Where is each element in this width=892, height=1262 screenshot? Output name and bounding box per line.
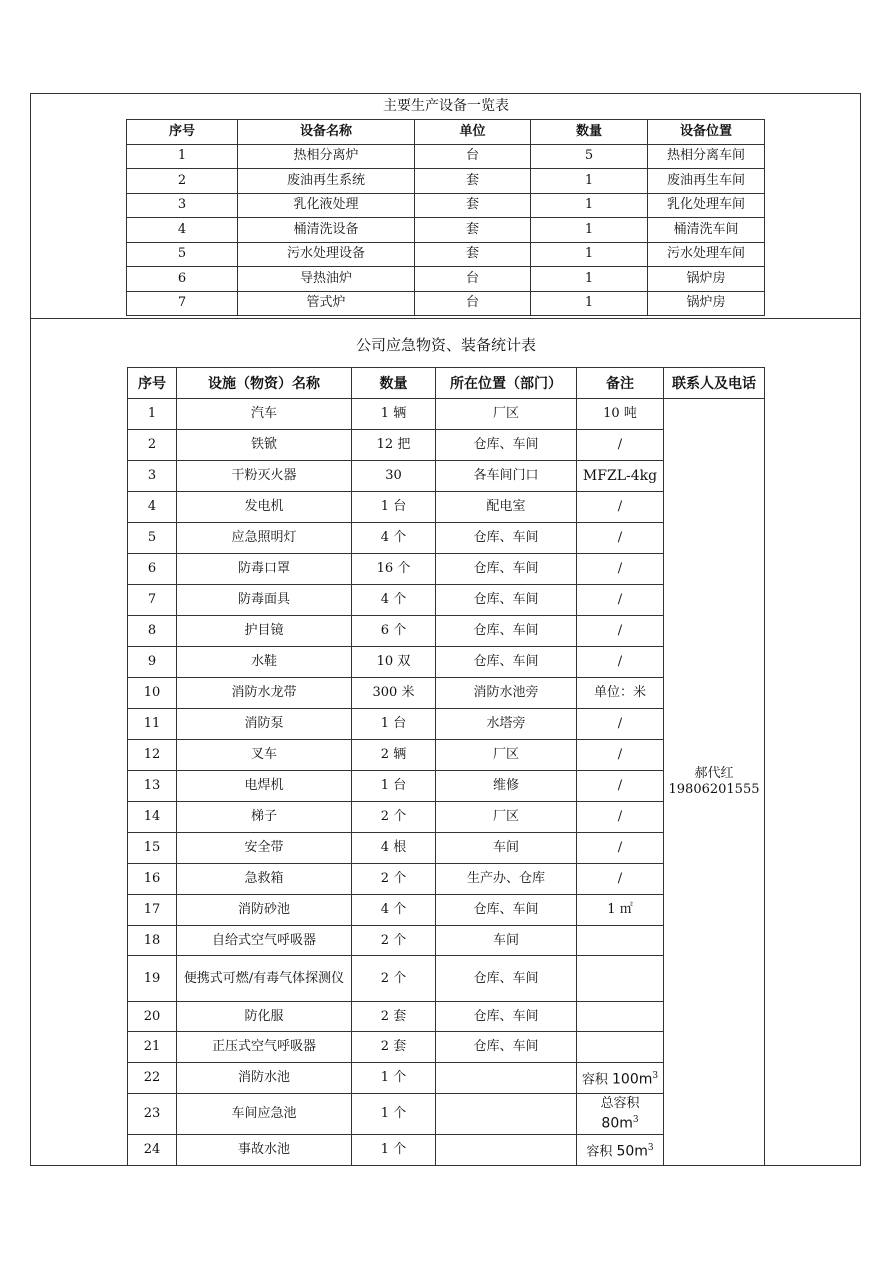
table-cell: 5 (127, 242, 238, 267)
header-cell: 设备名称 (238, 120, 415, 145)
table-cell: 便携式可燃/有毒气体探测仪 (177, 956, 352, 1002)
section-divider (30, 318, 861, 319)
table-cell: 热相分离车间 (648, 144, 765, 169)
table-cell: 12 (128, 740, 177, 771)
table-cell: 2 套 (352, 1032, 436, 1063)
equipment-table-header-row (127, 120, 765, 145)
table-cell: 维修 (436, 771, 577, 802)
table-cell: 事故水池 (177, 1135, 352, 1166)
table-cell: 桶清洗设备 (238, 218, 415, 243)
remark-cell: / (577, 864, 664, 895)
table-cell: 2 个 (352, 864, 436, 895)
table-cell: 乳化液处理 (238, 193, 415, 218)
table-cell: 叉车 (177, 740, 352, 771)
table-cell: 车间 (436, 926, 577, 956)
table-cell: 7 (127, 291, 238, 316)
table-cell: 13 (128, 771, 177, 802)
table-row (127, 144, 765, 169)
remark-prefix: 容积 (586, 1144, 617, 1160)
table-cell: 锅炉房 (648, 291, 765, 316)
table-cell (436, 1094, 577, 1135)
table-cell: 6 个 (352, 616, 436, 647)
header-cell: 备注 (577, 368, 664, 399)
table-cell: 废油再生车间 (648, 169, 765, 194)
table-cell: 水塔旁 (436, 709, 577, 740)
table-cell: 仓库、车间 (436, 956, 577, 1002)
table-cell: 15 (128, 833, 177, 864)
table-cell: 消防水池 (177, 1063, 352, 1094)
table-cell: 4 (127, 218, 238, 243)
table-cell: 10 双 (352, 647, 436, 678)
table-cell: 厂区 (436, 740, 577, 771)
emergency-table-header-row (128, 368, 765, 399)
table-cell: 防化服 (177, 1002, 352, 1032)
table-cell: 7 (128, 585, 177, 616)
table-cell: 4 (128, 492, 177, 523)
remark-value: 50m (616, 1143, 648, 1160)
contact-phone: 19806201555 (668, 782, 760, 797)
table-cell: 14 (128, 802, 177, 833)
table-cell: 1 台 (352, 492, 436, 523)
header-cell: 单位 (415, 120, 531, 145)
emergency-supplies-table (127, 367, 765, 1166)
remark-cell: / (577, 833, 664, 864)
table-cell: 厂区 (436, 399, 577, 430)
remark-cell: / (577, 492, 664, 523)
table-cell: 仓库、车间 (436, 647, 577, 678)
table-cell: 电焊机 (177, 771, 352, 802)
remark-cell: / (577, 554, 664, 585)
table-cell: 2 辆 (352, 740, 436, 771)
table-cell: 仓库、车间 (436, 1032, 577, 1063)
table-cell: 3 (127, 193, 238, 218)
table-cell: 仓库、车间 (436, 895, 577, 926)
remark-exponent: 3 (647, 1142, 654, 1153)
table-cell: 2 套 (352, 1002, 436, 1032)
table-cell: 1 (531, 218, 648, 243)
table-cell: 管式炉 (238, 291, 415, 316)
table-cell: 仓库、车间 (436, 616, 577, 647)
table-cell: 21 (128, 1032, 177, 1063)
table-cell: 1 辆 (352, 399, 436, 430)
table-cell: 18 (128, 926, 177, 956)
remark-line: 总容积 (600, 1095, 640, 1111)
table-cell: 8 (128, 616, 177, 647)
table-cell: 19 (128, 956, 177, 1002)
table-cell: 24 (128, 1135, 177, 1166)
table-cell: 1 (531, 267, 648, 292)
table-cell: 锅炉房 (648, 267, 765, 292)
remark-cell (577, 1032, 664, 1063)
table-cell: 1 (531, 291, 648, 316)
table-cell: 仓库、车间 (436, 523, 577, 554)
table-cell: 防毒面具 (177, 585, 352, 616)
table-cell: 仓库、车间 (436, 585, 577, 616)
table-cell: 污水处理车间 (648, 242, 765, 267)
table-cell: 1 (127, 144, 238, 169)
table-cell: 仓库、车间 (436, 430, 577, 461)
table-cell: 发电机 (177, 492, 352, 523)
table-cell: 正压式空气呼吸器 (177, 1032, 352, 1063)
table-cell: 乳化处理车间 (648, 193, 765, 218)
table-cell: 20 (128, 1002, 177, 1032)
remark-cell (577, 1002, 664, 1032)
remark-cell: / (577, 771, 664, 802)
table-cell: 消防砂池 (177, 895, 352, 926)
table-cell: 16 (128, 864, 177, 895)
contact-name: 郝代红 (694, 766, 734, 781)
table-cell: 9 (128, 647, 177, 678)
table-cell: 梯子 (177, 802, 352, 833)
remark-cell: / (577, 740, 664, 771)
remark-cell: / (577, 616, 664, 647)
table-cell: 污水处理设备 (238, 242, 415, 267)
remark-line (577, 1112, 663, 1132)
table-cell: 安全带 (177, 833, 352, 864)
equipment-table-caption: 主要生产设备一览表 (383, 98, 509, 114)
table-row (127, 267, 765, 292)
table-cell: 30 (352, 461, 436, 492)
remark-exponent: 3 (652, 1070, 659, 1081)
table-cell: 铁锨 (177, 430, 352, 461)
remark-cell (577, 1094, 664, 1135)
table-cell: 套 (415, 193, 531, 218)
remark-cell: / (577, 430, 664, 461)
table-cell: 仓库、车间 (436, 1002, 577, 1032)
table-cell: 桶清洗车间 (648, 218, 765, 243)
table-cell: 台 (415, 291, 531, 316)
table-cell: 2 个 (352, 956, 436, 1002)
remark-value: 80m (601, 1115, 633, 1132)
remark-cell: / (577, 585, 664, 616)
table-cell: 车间 (436, 833, 577, 864)
remark-cell: 10 吨 (577, 399, 664, 430)
remark-prefix: 容积 (581, 1072, 613, 1088)
table-cell: 1 (128, 399, 177, 430)
table-cell: 台 (415, 144, 531, 169)
header-cell: 设施（物资）名称 (177, 368, 352, 399)
table-cell: 自给式空气呼吸器 (177, 926, 352, 956)
remark-cell (577, 1063, 664, 1094)
remark-cell (577, 1135, 664, 1166)
table-cell: 消防水池旁 (436, 678, 577, 709)
table-cell: 4 个 (352, 895, 436, 926)
equipment-table (126, 119, 765, 316)
table-cell: 急救箱 (177, 864, 352, 895)
table-cell: 套 (415, 169, 531, 194)
table-cell: 消防水龙带 (177, 678, 352, 709)
table-cell: 5 (128, 523, 177, 554)
table-cell: 厂区 (436, 802, 577, 833)
table-cell: 1 (531, 242, 648, 267)
table-cell: 5 (531, 144, 648, 169)
table-cell: 各车间门口 (436, 461, 577, 492)
remark-cell (577, 926, 664, 956)
table-cell: 仓库、车间 (436, 554, 577, 585)
header-cell: 序号 (127, 120, 238, 145)
table-cell: 消防泵 (177, 709, 352, 740)
table-cell: 3 (128, 461, 177, 492)
table-cell: 配电室 (436, 492, 577, 523)
header-cell: 联系人及电话 (664, 368, 765, 399)
table-cell: 套 (415, 218, 531, 243)
table-cell: 护目镜 (177, 616, 352, 647)
table-cell: 17 (128, 895, 177, 926)
table-cell: 台 (415, 267, 531, 292)
remark-value: 100m (612, 1071, 653, 1088)
remark-cell: 1 ㎡ (577, 895, 664, 926)
table-cell: 水鞋 (177, 647, 352, 678)
table-cell (436, 1135, 577, 1166)
table-cell: 1 (531, 169, 648, 194)
table-cell: 16 个 (352, 554, 436, 585)
table-cell: 车间应急池 (177, 1094, 352, 1135)
table-cell: 23 (128, 1094, 177, 1135)
table-cell: 汽车 (177, 399, 352, 430)
table-cell: 套 (415, 242, 531, 267)
remark-cell: 单位：米 (577, 678, 664, 709)
table-cell: 应急照明灯 (177, 523, 352, 554)
table-cell: 1 台 (352, 709, 436, 740)
table-cell: 4 根 (352, 833, 436, 864)
emergency-table-caption: 公司应急物资、装备统计表 (355, 336, 536, 354)
table-cell: 10 (128, 678, 177, 709)
table-cell: 6 (128, 554, 177, 585)
table-cell: 2 个 (352, 926, 436, 956)
table-cell: 1 (531, 193, 648, 218)
remark-cell: MFZL-4kg (577, 461, 664, 492)
table-cell: 干粉灭火器 (177, 461, 352, 492)
header-cell: 序号 (128, 368, 177, 399)
table-row (127, 193, 765, 218)
remark-exponent: 3 (632, 1114, 639, 1125)
table-cell: 防毒口罩 (177, 554, 352, 585)
table-cell: 4 个 (352, 585, 436, 616)
table-cell: 22 (128, 1063, 177, 1094)
header-cell: 数量 (531, 120, 648, 145)
table-cell: 4 个 (352, 523, 436, 554)
table-row (127, 291, 765, 316)
table-cell: 6 (127, 267, 238, 292)
table-cell (436, 1063, 577, 1094)
table-cell: 生产办、仓库 (436, 864, 577, 895)
table-row (127, 169, 765, 194)
table-cell: 1 个 (352, 1063, 436, 1094)
remark-cell: / (577, 523, 664, 554)
contact-cell (664, 399, 765, 1166)
table-row (128, 399, 765, 430)
table-row (127, 218, 765, 243)
header-cell: 所在位置（部门） (436, 368, 577, 399)
table-cell: 1 个 (352, 1135, 436, 1166)
remark-cell: / (577, 709, 664, 740)
table-cell: 1 台 (352, 771, 436, 802)
table-cell: 2 个 (352, 802, 436, 833)
header-cell: 数量 (352, 368, 436, 399)
remark-cell: / (577, 802, 664, 833)
table-cell: 300 米 (352, 678, 436, 709)
remark-cell: / (577, 647, 664, 678)
table-cell: 12 把 (352, 430, 436, 461)
table-cell: 2 (127, 169, 238, 194)
table-cell: 2 (128, 430, 177, 461)
table-cell: 1 个 (352, 1094, 436, 1135)
table-row (127, 242, 765, 267)
table-cell: 废油再生系统 (238, 169, 415, 194)
remark-cell (577, 956, 664, 1002)
table-cell: 导热油炉 (238, 267, 415, 292)
table-cell: 11 (128, 709, 177, 740)
header-cell: 设备位置 (648, 120, 765, 145)
table-cell: 热相分离炉 (238, 144, 415, 169)
